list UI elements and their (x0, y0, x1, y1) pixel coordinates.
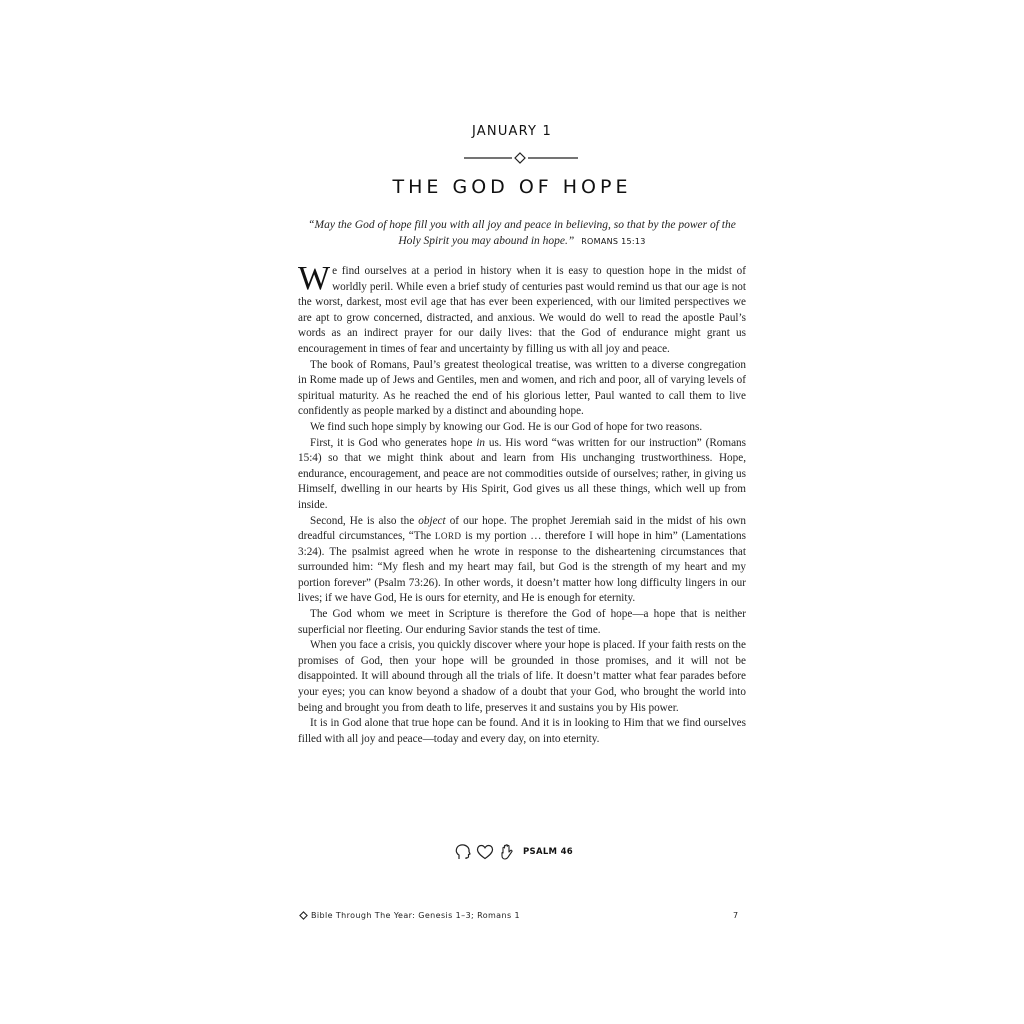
reflection-icons (454, 842, 573, 862)
body-paragraph: When you face a crisis, you quickly discover where your hope is placed. If your faith rests on the promises of God, then your hope will be grounded in those promises, and it will not be disappointed. It will abound through all the trials of life. It doesn’t matter what fear parades before your eyes; you can know beyond a shadow of a doubt that your God, who brought the world into being and brought you from death to life, preserves it and sustains you by His power. (298, 639, 746, 714)
paragraph-text: First, it is God who generates hope (310, 436, 477, 449)
body-paragraph: The God whom we meet in Scripture is therefore the God of hope—a hope that is neither superficial nor fleeting. Our enduring Savior stands the test of time. (298, 608, 746, 636)
paragraph-text: of our hope. The prophet Jeremiah said in the midst of his own dreadful circumstances, “The (298, 514, 746, 543)
key-verse (300, 217, 744, 250)
key-verse-text: “May the God of hope fill you with all joy and peace in believing, so that by the power of the Holy Spirit you may abound in hope.” (308, 219, 736, 247)
reading-plan-text: Bible Through The Year: Genesis 1–3; Romans 1 (311, 911, 520, 920)
devotional-body (298, 260, 747, 747)
diamond-icon (299, 911, 308, 920)
paragraph-text: Second, He is also the (310, 514, 419, 527)
reading-plan (299, 911, 520, 920)
heart-icon (476, 843, 494, 861)
paragraph-text: us. His word “was written for our instruction” (Romans 15:4) so that we might think about and learn from His unchanging trustworthiness. Hope, endurance, encouragement, and peace are not commodities outside of ourselves; rather, in giving us Himself, dwelling in our hearts by His Spirit, God gives us all these things, which well up from inside. (298, 436, 746, 511)
body-paragraph: The book of Romans, Paul’s greatest theological treatise, was written to a diverse congregation in Rome made up of Jews and Gentiles, men and women, and rich and poor, all of varying levels of spiritual maturity. As he reached the end of his glorious letter, Paul wanted to call them to live confidently as people marked by a distinct and abounding hope. (298, 358, 746, 418)
hand-icon (498, 843, 516, 861)
body-paragraph: We find such hope simply by knowing our God. He is our God of hope for two reasons. (310, 420, 703, 433)
small-caps-text: LORD (434, 531, 462, 542)
key-verse-reference: ROMANS 15:13 (581, 237, 646, 246)
body-paragraph: It is in God alone that true hope can be found. And it is in looking to Him that we find ourselves filled with all joy and peace—today and every day, on into eternity. (298, 717, 746, 745)
devotional-date: JANUARY 1 (472, 124, 552, 139)
paragraph-text: e find ourselves at a period in history when it is easy to question hope in the midst of worldly peril. While even a brief study of centuries past would remind us that our age is not the worst, darkest, most evil age that has ever been experienced, with our limited perspectives we are apt to grow concerned, distracted, and anxious. We would do well to read the apostle Paul’s words as an indirect prayer for our daily lives: that the God of endurance might grant us encouragement in times of fear and uncertainty by filling us with all joy and peace. (298, 265, 746, 355)
head-icon (454, 843, 472, 861)
emphasis-text: in (476, 436, 486, 449)
emphasis-text: object (418, 514, 446, 527)
body-paragraph (298, 514, 746, 608)
diamond-divider-icon (462, 150, 582, 166)
psalm-reference: PSALM 46 (523, 847, 573, 857)
body-paragraph (298, 436, 746, 514)
body-paragraph (298, 260, 746, 358)
paragraph-text: is my portion … therefore I will hope in him” (Lamentations 3:24). The psalmist agreed when he wrote in response to the disheartening circumstances that surrounded him: “My flesh and my heart may fail, but God is the strength of my heart and my portion forever” (Psalm 73:26). In other words, it doesn’t matter how long difficulty lingers in our lives; if we have God, He is ours for eternity, and He is enough for eternity. (298, 530, 747, 605)
page-title: THE GOD OF HOPE (392, 176, 632, 198)
page-number: 7 (733, 911, 739, 920)
drop-cap: W (298, 260, 331, 297)
